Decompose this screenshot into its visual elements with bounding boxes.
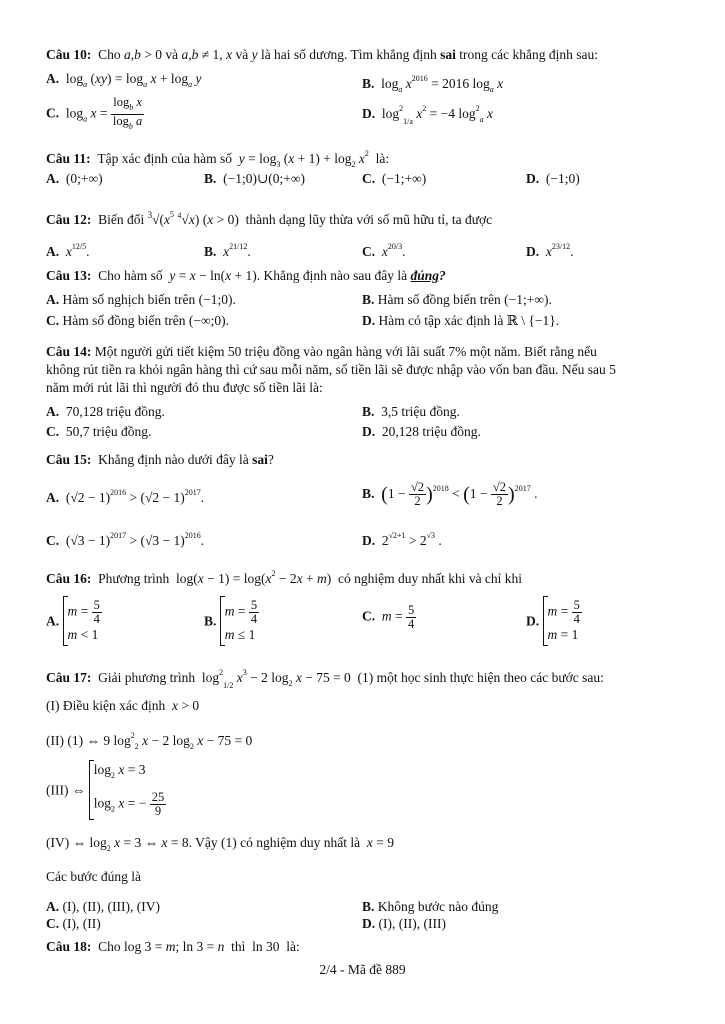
q16-option-d[interactable]: D. m = $\frac{5}{4}$ m = 1 — [526, 596, 582, 646]
q10-option-c[interactable]: C. $\log_a x$ = $\frac{\log_b x}{\log_b a}$ — [46, 95, 143, 131]
option-text: (−1;+∞) — [381, 171, 427, 186]
q13-option-d[interactable]: D. Hàm có tập xác định là ℝ \ {−1}. — [362, 313, 560, 328]
q17-option-c[interactable]: C. (I), (II) — [46, 916, 101, 931]
q12-option-d[interactable]: D. $x^{23/12}$. — [526, 242, 574, 259]
q15-option-b[interactable]: B. (1 − $\frac{√2}{2}$ )$^{2018}$ < (1 − $\frac{√2}{2}$ )$^{2017}$ . — [362, 480, 538, 509]
option-text: (−1;0)∪(0;+∞) — [223, 171, 306, 186]
question-text-line1: Một người gửi tiết kiệm 50 triệu đồng vào ngân hàng với lãi suất 7% một năm. Biết rằng nếu — [94, 344, 597, 359]
option-text: (I), (II) — [62, 916, 101, 931]
option-text: Hàm có tập xác định là ℝ \ {−1}. — [378, 313, 560, 328]
q16-option-b[interactable]: B. m = $\frac{5}{4}$ m ≤ 1 — [204, 596, 259, 646]
option-text: Hàm số nghịch biến trên (−1;0). — [62, 292, 236, 307]
q17-option-b[interactable]: B. Không bước nào đúng — [362, 899, 499, 914]
option-text: 3,5 triệu đồng. — [381, 404, 460, 419]
q17-prompt: Các bước đúng là — [46, 869, 142, 884]
q14-option-b[interactable]: B. 3,5 triệu đồng. — [362, 404, 460, 419]
option-text: 50,7 triệu đồng. — [65, 424, 152, 439]
question-label: Câu 17: — [46, 670, 92, 685]
question-11: Câu 11: Tập xác định của hàm số $y = \log_3 (x + 1) + \log_2 x^2$ là: — [46, 149, 390, 169]
q16-option-a[interactable]: A. m = $\frac{5}{4}$ m < 1 — [46, 596, 102, 646]
question-text-line3: năm mới rút lãi thì người đó thu được số tiền lãi là: — [46, 380, 323, 395]
question-label: Câu 12: — [46, 212, 92, 227]
q13-option-a[interactable]: A. Hàm số nghịch biến trên (−1;0). — [46, 292, 236, 307]
q14-option-a[interactable]: A. 70,128 triệu đồng. — [46, 404, 165, 419]
q14-option-c[interactable]: C. 50,7 triệu đồng. — [46, 424, 152, 439]
q15-option-a[interactable]: A. $(√2 - 1)^{2016} > (√2 - 1)^{2017}$. — [46, 488, 205, 505]
question-label: Câu 13: — [46, 268, 92, 283]
option-text: Không bước nào đúng — [377, 899, 499, 914]
q11-option-b[interactable]: B. (−1;0)∪(0;+∞) — [204, 171, 306, 186]
q12-option-c[interactable]: C. $x^{20/3}$. — [362, 242, 406, 259]
question-label: Câu 11: — [46, 151, 91, 166]
q14-option-d[interactable]: D. 20,128 triệu đồng. — [362, 424, 481, 439]
question-label: Câu 16: — [46, 571, 92, 586]
question-text-line2: không rút tiền ra khỏi ngân hàng thì cứ sau mỗi năm, số tiền lãi sẽ được nhập vào vốn ban đầu. Nếu sau 5 — [46, 362, 616, 377]
q15-option-c[interactable]: C. $(√3 - 1)^{2017} > (√3 - 1)^{2016}$. — [46, 531, 205, 548]
question-15: Câu 15: Khẳng định nào dưới đây là sai? — [46, 452, 274, 467]
question-18: Câu 18: Cho log 3 = m; ln 3 = n thì ln 30 là: — [46, 939, 300, 954]
step-3: (III) ⇔ $\log_2 x = 3$ $\log_2 x$ = − $\frac{25}{9}$ — [46, 760, 166, 820]
question-17: Câu 17: Giải phương trình $\log^2_{1/2} x^3 - 2$ $\log_2 x - 75 = 0$ (1) một học sinh thực hiện theo các bước sau: — [46, 668, 604, 690]
option-text: (I), (II), (III) — [378, 916, 446, 931]
question-16: Câu 16: Phương trình $\log(x - 1) = \log(x^2 - 2x + m)$ có nghiệm duy nhất khi và chỉ khi — [46, 569, 523, 586]
page-footer: 2/4 - Mã đề 889 — [319, 962, 406, 977]
question-label: Câu 18: — [46, 939, 92, 954]
question-10: Câu 10: Cho a,b > 0 và a,b ≠ 1, x và y là hai số dương. Tìm khẳng định sai trong các khẳng định sau: — [46, 47, 598, 62]
option-text: Hàm số đồng biến trên (−∞;0). — [62, 313, 229, 328]
q13-option-c[interactable]: C. Hàm số đồng biến trên (−∞;0). — [46, 313, 229, 328]
q17-option-d[interactable]: D. (I), (II), (III) — [362, 916, 446, 931]
question-14 — [46, 343, 682, 397]
option-text: 20,128 triệu đồng. — [381, 424, 481, 439]
option-text: (I), (II), (III), (IV) — [62, 899, 160, 914]
q10-option-a[interactable]: A. $\log_a (xy) = \log_a x + \log_a y$ — [46, 71, 202, 89]
q15-option-d[interactable]: D. $2^{√2+1} > 2^{√3}$ . — [362, 531, 442, 548]
option-text: (0;+∞) — [65, 171, 103, 186]
q11-option-c[interactable]: C. (−1;+∞) — [362, 171, 427, 186]
option-text: (−1;0) — [545, 171, 580, 186]
question-label: Câu 14: — [46, 344, 92, 359]
q16-option-c[interactable]: C. m = $\frac{5}{4}$ — [362, 603, 415, 631]
step-1: (I) Điều kiện xác định x > 0 — [46, 698, 200, 713]
q12-option-b[interactable]: B. $x^{21/12}$. — [204, 242, 251, 259]
option-text: 70,128 triệu đồng. — [65, 404, 165, 419]
option-text: Hàm số đồng biến trên (−1;+∞). — [377, 292, 552, 307]
question-label: Câu 15: — [46, 452, 92, 467]
q12-option-a[interactable]: A. $x^{12/5}$. — [46, 242, 90, 259]
q13-option-b[interactable]: B. Hàm số đồng biến trên (−1;+∞). — [362, 292, 552, 307]
question-label: Câu 10: — [46, 47, 92, 62]
q11-option-d[interactable]: D. (−1;0) — [526, 171, 580, 186]
step-2: (II) (1) ⇔ 9 $\log^2_2 x - 2$ $\log_2 x - 75 = 0$ — [46, 731, 253, 751]
q17-option-a[interactable]: A. (I), (II), (III), (IV) — [46, 899, 160, 914]
q10-option-d[interactable]: D. $\log^2_{1/a} x^2 = -4$ $\log^2_a x$ — [362, 104, 494, 126]
question-12: Câu 12: Biến đổi $^3√(x^5$ $^4$√x) (x > 0) thành dạng lũy thừa với số mũ hữu tỉ, ta được — [46, 210, 493, 227]
q11-option-a[interactable]: A. (0;+∞) — [46, 171, 103, 186]
q10-option-b[interactable]: B. $\log_a x^{2016} = 2016$ $\log_a x$ — [362, 74, 504, 94]
question-13: Câu 13: Cho hàm số y = x − ln(x + 1). Khẳng định nào sau đây là đúng? — [46, 268, 446, 283]
step-4: (IV) ⇔ $\log_2 x = 3$ ⇔ x = 8. Vậy (1) có nghiệm duy nhất là x = 9 — [46, 835, 394, 853]
